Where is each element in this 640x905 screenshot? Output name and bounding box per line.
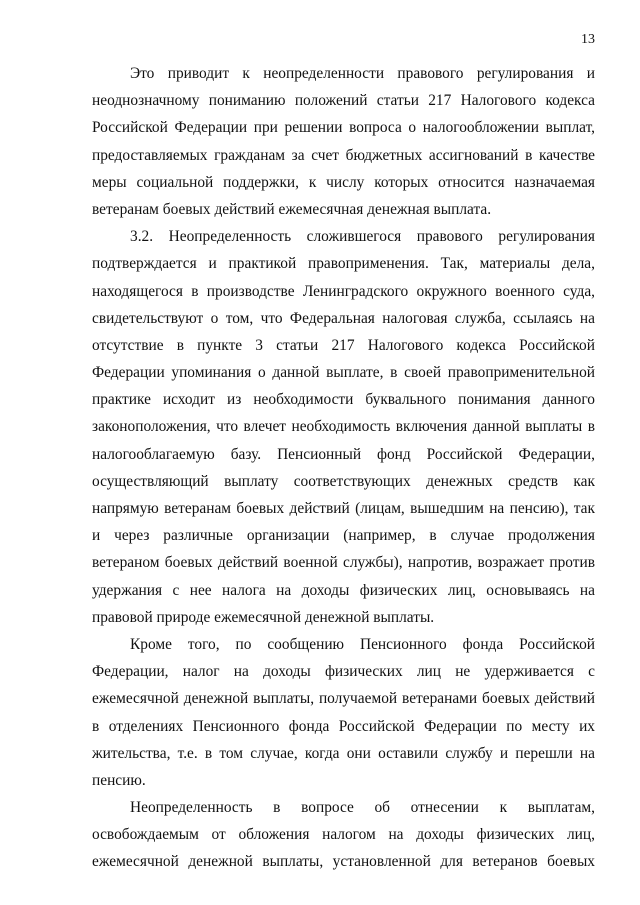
text-line: ветераном боевых действий военной службы), напротив, возражает против [92,554,595,572]
text-line: Неопределенность в вопросе об отнесении к выплатам, [130,799,595,817]
text-line: ежемесячной денежной выплаты, получаемой ветеранами боевых действий [92,690,595,708]
text-line: освобождаемым от обложения налогом на доходы физических лиц, [92,826,595,844]
text-line: предоставляемых гражданам за счет бюджетных ассигнований в качестве [92,146,595,164]
text-line: находящегося в производстве Ленинградского окружного военного суда, [92,282,595,300]
text-line: правовой природе ежемесячной денежной выплаты. [92,608,435,626]
text-line: осуществляющий выплату соответствующих денежных средств как [92,472,595,490]
page-number: 13 [581,32,595,47]
text-line: законоположения, что влечет необходимость включения данной выплаты в [92,418,595,436]
text-line: ветеранам боевых действий ежемесячная денежная выплата. [92,200,492,218]
text-line: пенсию. [92,771,146,789]
document-body [92,60,595,876]
text-line: практике исходит из необходимости буквального понимания данного [92,391,595,409]
text-line: свидетельствуют о том, что Федеральная налоговая служба, ссылаясь на [92,309,595,327]
text-line: ежемесячной денежной выплаты, установленной для ветеранов боевых [92,853,595,871]
text-line: в отделениях Пенсионного фонда Российской Федерации по месту их [92,717,595,735]
text-line: напрямую ветеранам боевых действий (лицам, вышедшим на пенсию), так [92,500,595,517]
text-line: Российской Федерации при решении вопроса о налогообложении выплат, [92,119,595,137]
text-line: отсутствие в пункте 3 статьи 217 Налогового кодекса Российской [92,336,595,354]
text-line: подтверждается и практикой правоприменения. Так, материалы дела, [92,255,595,273]
text-line: 3.2. Неопределенность сложившегося правового регулирования [130,228,595,246]
text-line: Кроме того, по сообщению Пенсионного фонда Российской [130,635,595,653]
text-line: меры социальной поддержки, к числу которых относится назначаемая [92,173,595,191]
text-line: и через различные организации (например, в случае продолжения [92,527,595,545]
text-line: налогооблагаемую базу. Пенсионный фонд Российской Федерации, [92,445,595,463]
text-line: удержания с нее налога на доходы физических лиц, основываясь на [92,581,595,599]
text-line: Это приводит к неопределенности правового регулирования и [130,65,595,82]
text-line: Федерации, налог на доходы физических лиц не удерживается с [92,663,595,681]
text-line: жительства, т.е. в том случае, когда они оставили службу и перешли на [92,744,595,762]
text-line: неоднозначному пониманию положений статьи 217 Налогового кодекса [92,92,595,110]
text-line: Федерации упоминания о данной выплате, в своей правоприменительной [92,364,595,382]
